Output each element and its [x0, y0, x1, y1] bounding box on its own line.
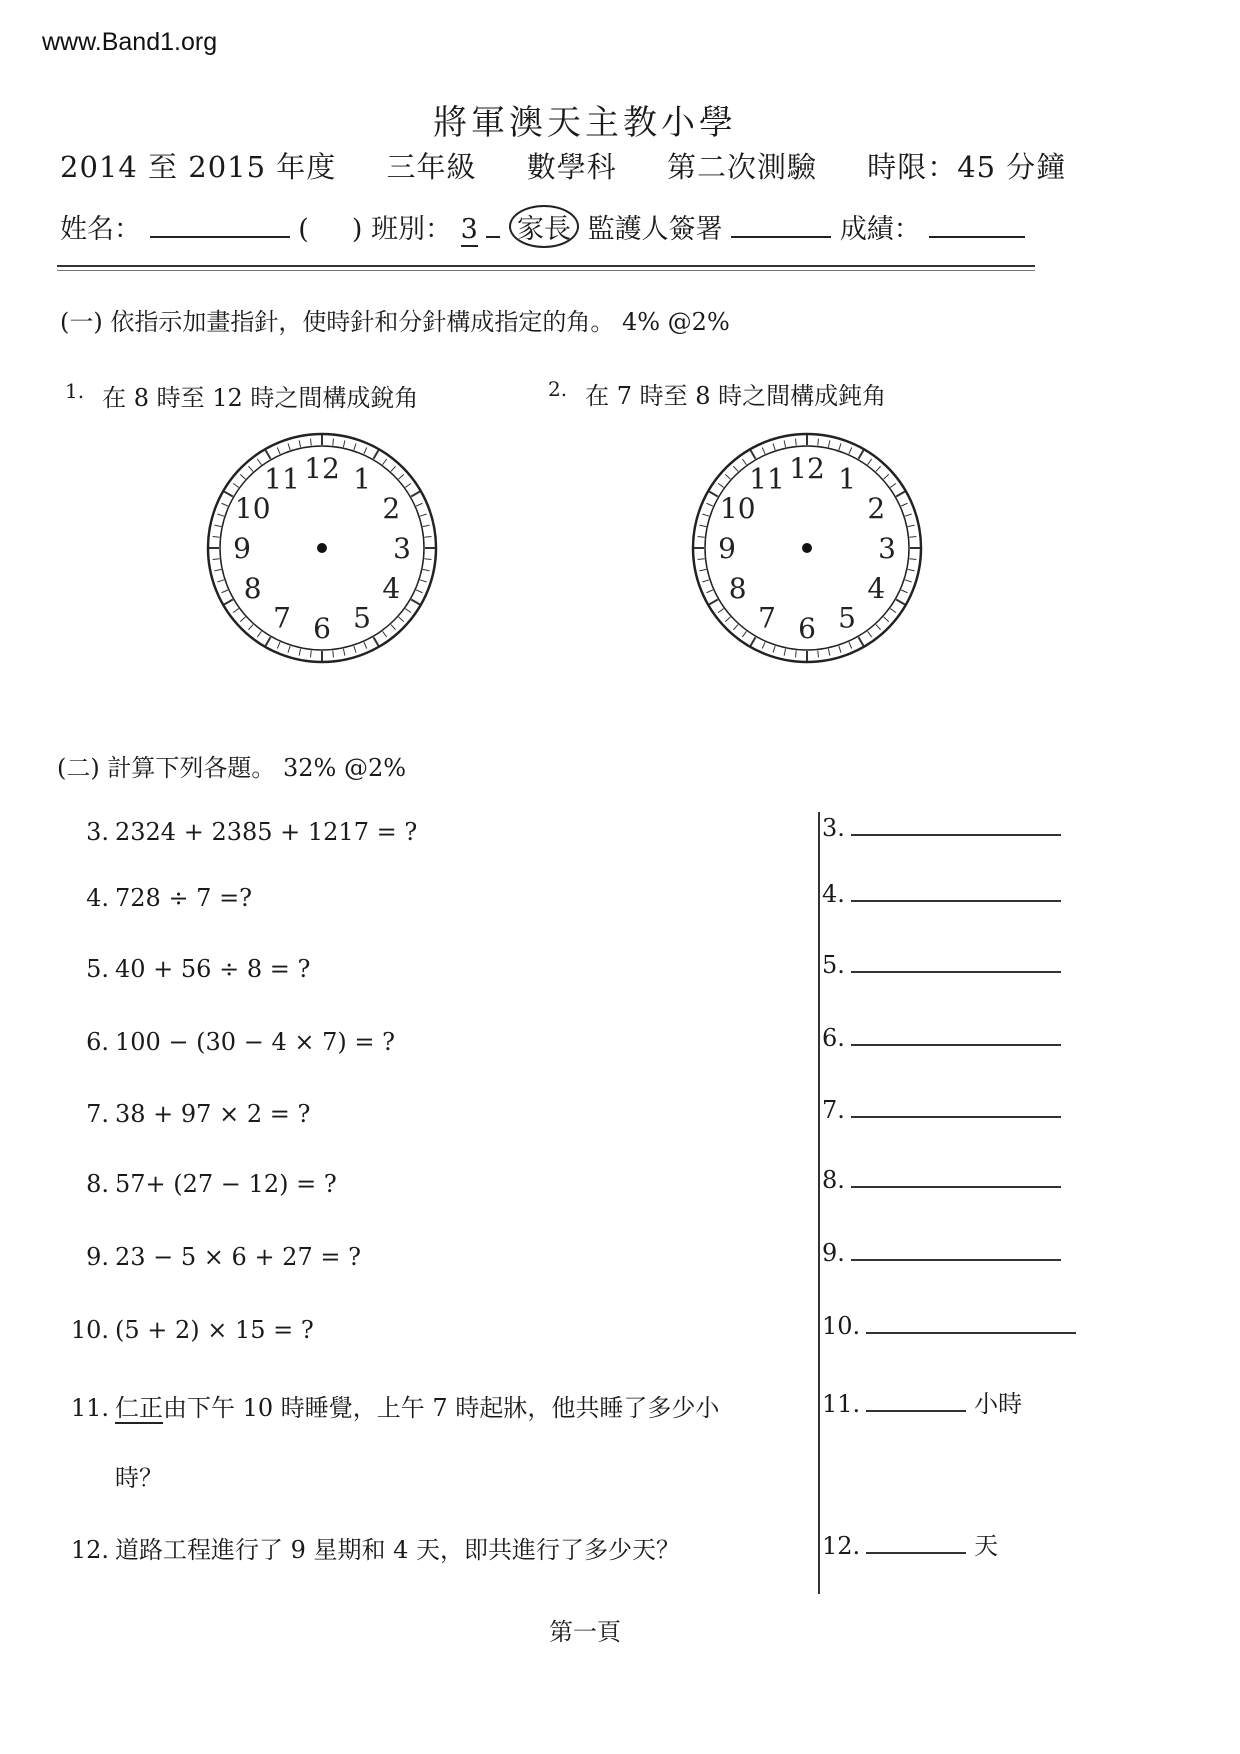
header-divider	[57, 265, 1035, 267]
clock-minute-tick	[343, 649, 344, 656]
clock-minute-tick	[217, 580, 224, 582]
answer-blank[interactable]	[851, 1044, 1061, 1046]
clock-minute-tick	[277, 448, 280, 454]
clock-minute-tick	[905, 514, 912, 516]
clock-minute-tick	[288, 646, 290, 653]
clock-minute-tick	[876, 625, 881, 630]
clock-hour-number: 12	[304, 452, 340, 485]
clock-minute-tick	[411, 492, 420, 497]
answer-blank[interactable]	[866, 1410, 966, 1412]
year-label: 2014 至 2015 年度	[60, 150, 337, 184]
question-number: 8.	[86, 1170, 109, 1198]
clock-minute-tick	[818, 439, 819, 446]
clock-minute-tick	[876, 466, 881, 471]
question-text: 由下午 10 時睡覺，上午 7 時起牀，他共睡了多少小	[163, 1394, 720, 1422]
exam-header	[60, 145, 1106, 186]
clock-minute-tick	[424, 537, 431, 538]
answer-number: 12.	[822, 1532, 861, 1560]
question-text: 在 8 時至 12 時之間構成銳角	[102, 384, 419, 412]
clock-hour-number: 7	[758, 601, 776, 635]
watermark: www.Band1.org	[42, 28, 218, 56]
answer-row	[822, 1166, 1061, 1194]
clock-minute-tick	[420, 580, 427, 582]
clock-hour-number: 9	[233, 532, 251, 565]
clock-hour-number: 6	[798, 612, 816, 645]
class-label: 班別：	[371, 214, 453, 245]
clock-minute-tick	[399, 617, 404, 622]
clock-minute-tick	[859, 637, 864, 646]
calc-question-row	[65, 1170, 337, 1198]
question-text: 40 + 56 ÷ 8 = ?	[115, 955, 311, 983]
answer-blank[interactable]	[851, 1259, 1061, 1261]
clock-minute-tick	[405, 609, 411, 613]
answer-row	[822, 1384, 1022, 1419]
clock-minute-tick	[901, 503, 907, 506]
clock-minute-tick	[374, 450, 379, 459]
clock-minute-tick	[733, 625, 738, 630]
clock-minute-tick	[299, 440, 300, 447]
question-text: 728 ÷ 7 =?	[115, 884, 253, 912]
question-text: 38 + 97 × 2 = ?	[115, 1100, 311, 1128]
clock-minute-tick	[364, 642, 367, 648]
class-field-tail	[486, 214, 500, 238]
answer-unit: 天	[974, 1532, 999, 1560]
guardian-signature-field[interactable]	[731, 214, 831, 238]
clock-hour-number: 8	[243, 572, 262, 605]
clock-minute-tick	[299, 649, 300, 656]
clock-minute-tick	[699, 569, 706, 570]
clock-minute-tick	[742, 631, 746, 637]
clock-minute-tick	[707, 590, 713, 593]
answer-number: 3.	[822, 814, 845, 842]
clock-minute-tick	[240, 474, 245, 479]
number-paren-open: (	[298, 214, 309, 245]
question-text: 57+ (27 − 12) = ?	[115, 1170, 337, 1198]
clock-minute-tick	[240, 617, 245, 622]
clock-hour-number: 2	[382, 492, 401, 525]
page-footer: 第一頁	[549, 1618, 621, 1646]
clock-minute-tick	[405, 483, 411, 487]
answer-number: 4.	[822, 880, 845, 908]
clock-minute-tick	[224, 492, 233, 497]
answer-number: 8.	[822, 1166, 845, 1194]
school-name: 將軍澳天主教小學	[433, 103, 737, 143]
clock-minute-tick	[905, 580, 912, 582]
clock-minute-tick	[333, 650, 334, 657]
clock-minute-tick	[762, 448, 765, 454]
clock-minute-tick	[718, 483, 724, 487]
answer-row	[822, 880, 1061, 908]
number-paren-close: )	[351, 214, 363, 245]
clock-minute-tick	[884, 474, 889, 479]
clock-minute-tick	[725, 474, 730, 479]
clock-minute-tick	[784, 440, 785, 447]
question-number: 3.	[86, 818, 109, 846]
clock-minute-tick	[839, 443, 841, 450]
answer-number: 6.	[822, 1024, 845, 1052]
clock-face-2[interactable]	[687, 428, 927, 668]
clock-minute-tick	[399, 474, 404, 479]
clock-hour-number: 10	[719, 492, 756, 525]
clock-minute-tick	[233, 483, 239, 487]
clock-minute-tick	[718, 609, 724, 613]
question-text: 2324 + 2385 + 1217 = ?	[115, 818, 418, 846]
clock-hour-number: 10	[234, 492, 271, 525]
clock-minute-tick	[762, 642, 765, 648]
clock-minute-tick	[698, 559, 705, 560]
clock-minute-tick	[784, 649, 785, 656]
clock-minute-tick	[868, 631, 872, 637]
answer-number: 5.	[822, 951, 845, 979]
clock-hour-number: 5	[838, 601, 856, 635]
answer-number: 11.	[822, 1390, 861, 1418]
clock-minute-tick	[751, 450, 756, 459]
clock-minute-tick	[849, 448, 852, 454]
clock-minute-tick	[702, 514, 709, 516]
clock-minute-tick	[908, 569, 915, 570]
clock-minute-tick	[725, 617, 730, 622]
clock-hour-number: 11	[749, 462, 785, 496]
clock-minute-tick	[896, 492, 905, 497]
clock-minute-tick	[383, 459, 387, 465]
clock-minute-tick	[698, 537, 705, 538]
calc-question-row	[65, 1100, 310, 1128]
answer-column-divider	[818, 812, 820, 1594]
answer-number: 7.	[822, 1096, 845, 1124]
question-number: 4.	[86, 884, 109, 912]
clock-hour-number: 1	[838, 462, 856, 496]
clock-minute-tick	[248, 625, 253, 630]
answer-unit: 小時	[974, 1390, 1023, 1418]
clock-minute-tick	[248, 466, 253, 471]
question-1	[65, 378, 418, 413]
clock-minute-tick	[311, 650, 312, 657]
answer-row	[822, 951, 1061, 979]
clock-minute-tick	[859, 450, 864, 459]
answer-row	[822, 1024, 1061, 1052]
clock-minute-tick	[424, 559, 431, 560]
clock-minute-tick	[257, 631, 261, 637]
clock-minute-tick	[354, 646, 356, 653]
score-label: 成績：	[839, 214, 921, 245]
question-2	[548, 376, 886, 411]
clock-hour-number: 12	[789, 452, 825, 485]
clock-minute-tick	[733, 466, 738, 471]
clock-minute-tick	[214, 569, 221, 570]
clock-minute-tick	[818, 650, 819, 657]
clock-hour-number: 3	[393, 532, 411, 565]
question-number: 11.	[70, 1394, 109, 1422]
calc-question-row	[65, 1530, 680, 1565]
time-limit-label: 時限：45 分鐘	[867, 150, 1067, 184]
question-number: 7.	[86, 1100, 109, 1128]
clock-minute-tick	[702, 580, 709, 582]
clock-minute-tick	[233, 609, 239, 613]
clock-minute-tick	[420, 514, 427, 516]
clock-minute-tick	[411, 600, 420, 605]
clock-minute-tick	[828, 440, 829, 447]
parent-circled: 家長	[509, 205, 579, 248]
clock-minute-tick	[224, 600, 233, 605]
clock-minute-tick	[383, 631, 387, 637]
clock-minute-tick	[213, 537, 220, 538]
clock-center-dot	[802, 543, 812, 553]
question-text-continued: 時？	[115, 1464, 163, 1492]
answer-row	[822, 1239, 1061, 1267]
clock-minute-tick	[416, 503, 422, 506]
calc-question-row	[65, 1028, 395, 1056]
clock-minute-tick	[828, 649, 829, 656]
clock-hour-number: 4	[382, 572, 401, 605]
clock-center-dot	[317, 543, 327, 553]
clock-hour-number: 6	[313, 612, 331, 645]
score-field[interactable]	[929, 214, 1025, 238]
student-info-row	[60, 205, 1025, 248]
clock-minute-tick	[901, 590, 907, 593]
section1-title: (一) 依指示加畫指針，使時針和分針構成指定的角。 4% @2%	[60, 308, 730, 336]
calc-question-row	[65, 884, 252, 912]
answer-blank[interactable]	[851, 1186, 1061, 1188]
clock-minute-tick	[257, 459, 261, 465]
clock-minute-tick	[909, 559, 916, 560]
question-number: 12.	[70, 1536, 109, 1564]
test-label: 第二次測驗	[666, 150, 817, 184]
clock-minute-tick	[896, 600, 905, 605]
clock-minute-tick	[908, 525, 915, 526]
clock-minute-tick	[884, 617, 889, 622]
answer-row	[822, 1312, 1076, 1340]
clock-hour-number: 1	[353, 462, 371, 496]
clock-hour-number: 9	[718, 532, 736, 565]
question-text: 23 − 5 × 6 + 27 = ?	[115, 1243, 361, 1271]
clock-minute-tick	[266, 637, 271, 646]
answer-row	[822, 1096, 1061, 1124]
clock-minute-tick	[214, 525, 221, 526]
clock-minute-tick	[423, 525, 430, 526]
clock-minute-tick	[709, 492, 718, 497]
clock-minute-tick	[890, 609, 896, 613]
answer-row	[822, 1526, 998, 1561]
question-text: 在 7 時至 8 時之間構成鈍角	[585, 382, 887, 410]
question-text: (5 + 2) × 15 = ?	[115, 1316, 314, 1344]
clock-minute-tick	[773, 646, 775, 653]
clock-minute-tick	[266, 450, 271, 459]
question-number: 6.	[86, 1028, 109, 1056]
section2-title: (二) 計算下列各題。 32% @2%	[57, 754, 407, 782]
clock-hour-number: 11	[264, 462, 300, 496]
clock-minute-tick	[288, 443, 290, 450]
clock-minute-tick	[796, 650, 797, 657]
calc-question-row	[65, 1243, 361, 1271]
answer-blank[interactable]	[851, 834, 1061, 836]
clock-minute-tick	[742, 459, 746, 465]
answer-blank[interactable]	[851, 1116, 1061, 1118]
name-field[interactable]	[150, 214, 290, 238]
clock-face-1[interactable]	[202, 428, 442, 668]
clock-minute-tick	[333, 439, 334, 446]
person-name: 仁正	[115, 1394, 163, 1422]
answer-blank[interactable]	[851, 971, 1061, 973]
clock-minute-tick	[909, 537, 916, 538]
name-label: 姓名：	[60, 214, 141, 245]
clock-minute-tick	[773, 443, 775, 450]
clock-minute-tick	[423, 569, 430, 570]
clock-minute-tick	[364, 448, 367, 454]
calc-question-row	[65, 1316, 314, 1344]
subject-label: 數學科	[526, 150, 617, 184]
header-divider-thin	[57, 270, 1035, 271]
clock-minute-tick	[709, 600, 718, 605]
grade-label: 三年級	[386, 150, 477, 184]
question-number: 2.	[548, 377, 568, 401]
question-number: 10.	[70, 1316, 109, 1344]
calc-question-row	[65, 1388, 719, 1423]
clock-minute-tick	[222, 503, 228, 506]
clock-hour-number: 4	[867, 572, 886, 605]
clock-minute-tick	[213, 559, 220, 560]
clock-minute-tick	[416, 590, 422, 593]
answer-row	[822, 814, 1061, 842]
clock-minute-tick	[277, 642, 280, 648]
calc-question-row	[65, 955, 310, 983]
clock-minute-tick	[796, 439, 797, 446]
clock-hour-number: 8	[728, 572, 747, 605]
answer-blank[interactable]	[866, 1332, 1076, 1334]
clock-minute-tick	[751, 637, 756, 646]
clock-minute-tick	[311, 439, 312, 446]
answer-number: 10.	[822, 1312, 861, 1340]
clock-minute-tick	[374, 637, 379, 646]
question-text: 100 − (30 − 4 × 7) = ?	[115, 1028, 395, 1056]
calc-question-row	[65, 818, 417, 846]
clock-minute-tick	[391, 466, 396, 471]
clock-hour-number: 5	[353, 601, 371, 635]
clock-hour-number: 2	[867, 492, 886, 525]
clock-minute-tick	[222, 590, 228, 593]
clock-hour-number: 7	[273, 601, 291, 635]
clock-minute-tick	[707, 503, 713, 506]
clock-minute-tick	[354, 443, 356, 450]
clock-minute-tick	[890, 483, 896, 487]
answer-blank[interactable]	[866, 1552, 966, 1554]
clock-minute-tick	[839, 646, 841, 653]
clock-hour-number: 3	[878, 532, 896, 565]
answer-number: 9.	[822, 1239, 845, 1267]
clock-minute-tick	[868, 459, 872, 465]
guardian-label: 監護人簽署	[587, 214, 723, 245]
clock-minute-tick	[699, 525, 706, 526]
answer-blank[interactable]	[851, 900, 1061, 902]
question-text: 道路工程進行了 9 星期和 4 天，即共進行了多少天？	[115, 1536, 681, 1564]
question-number: 9.	[86, 1243, 109, 1271]
clock-minute-tick	[391, 625, 396, 630]
clock-minute-tick	[849, 642, 852, 648]
class-value: 3	[460, 214, 478, 245]
question-number: 5.	[86, 955, 109, 983]
question-number: 1.	[65, 379, 85, 403]
clock-minute-tick	[343, 440, 344, 447]
clock-minute-tick	[217, 514, 224, 516]
